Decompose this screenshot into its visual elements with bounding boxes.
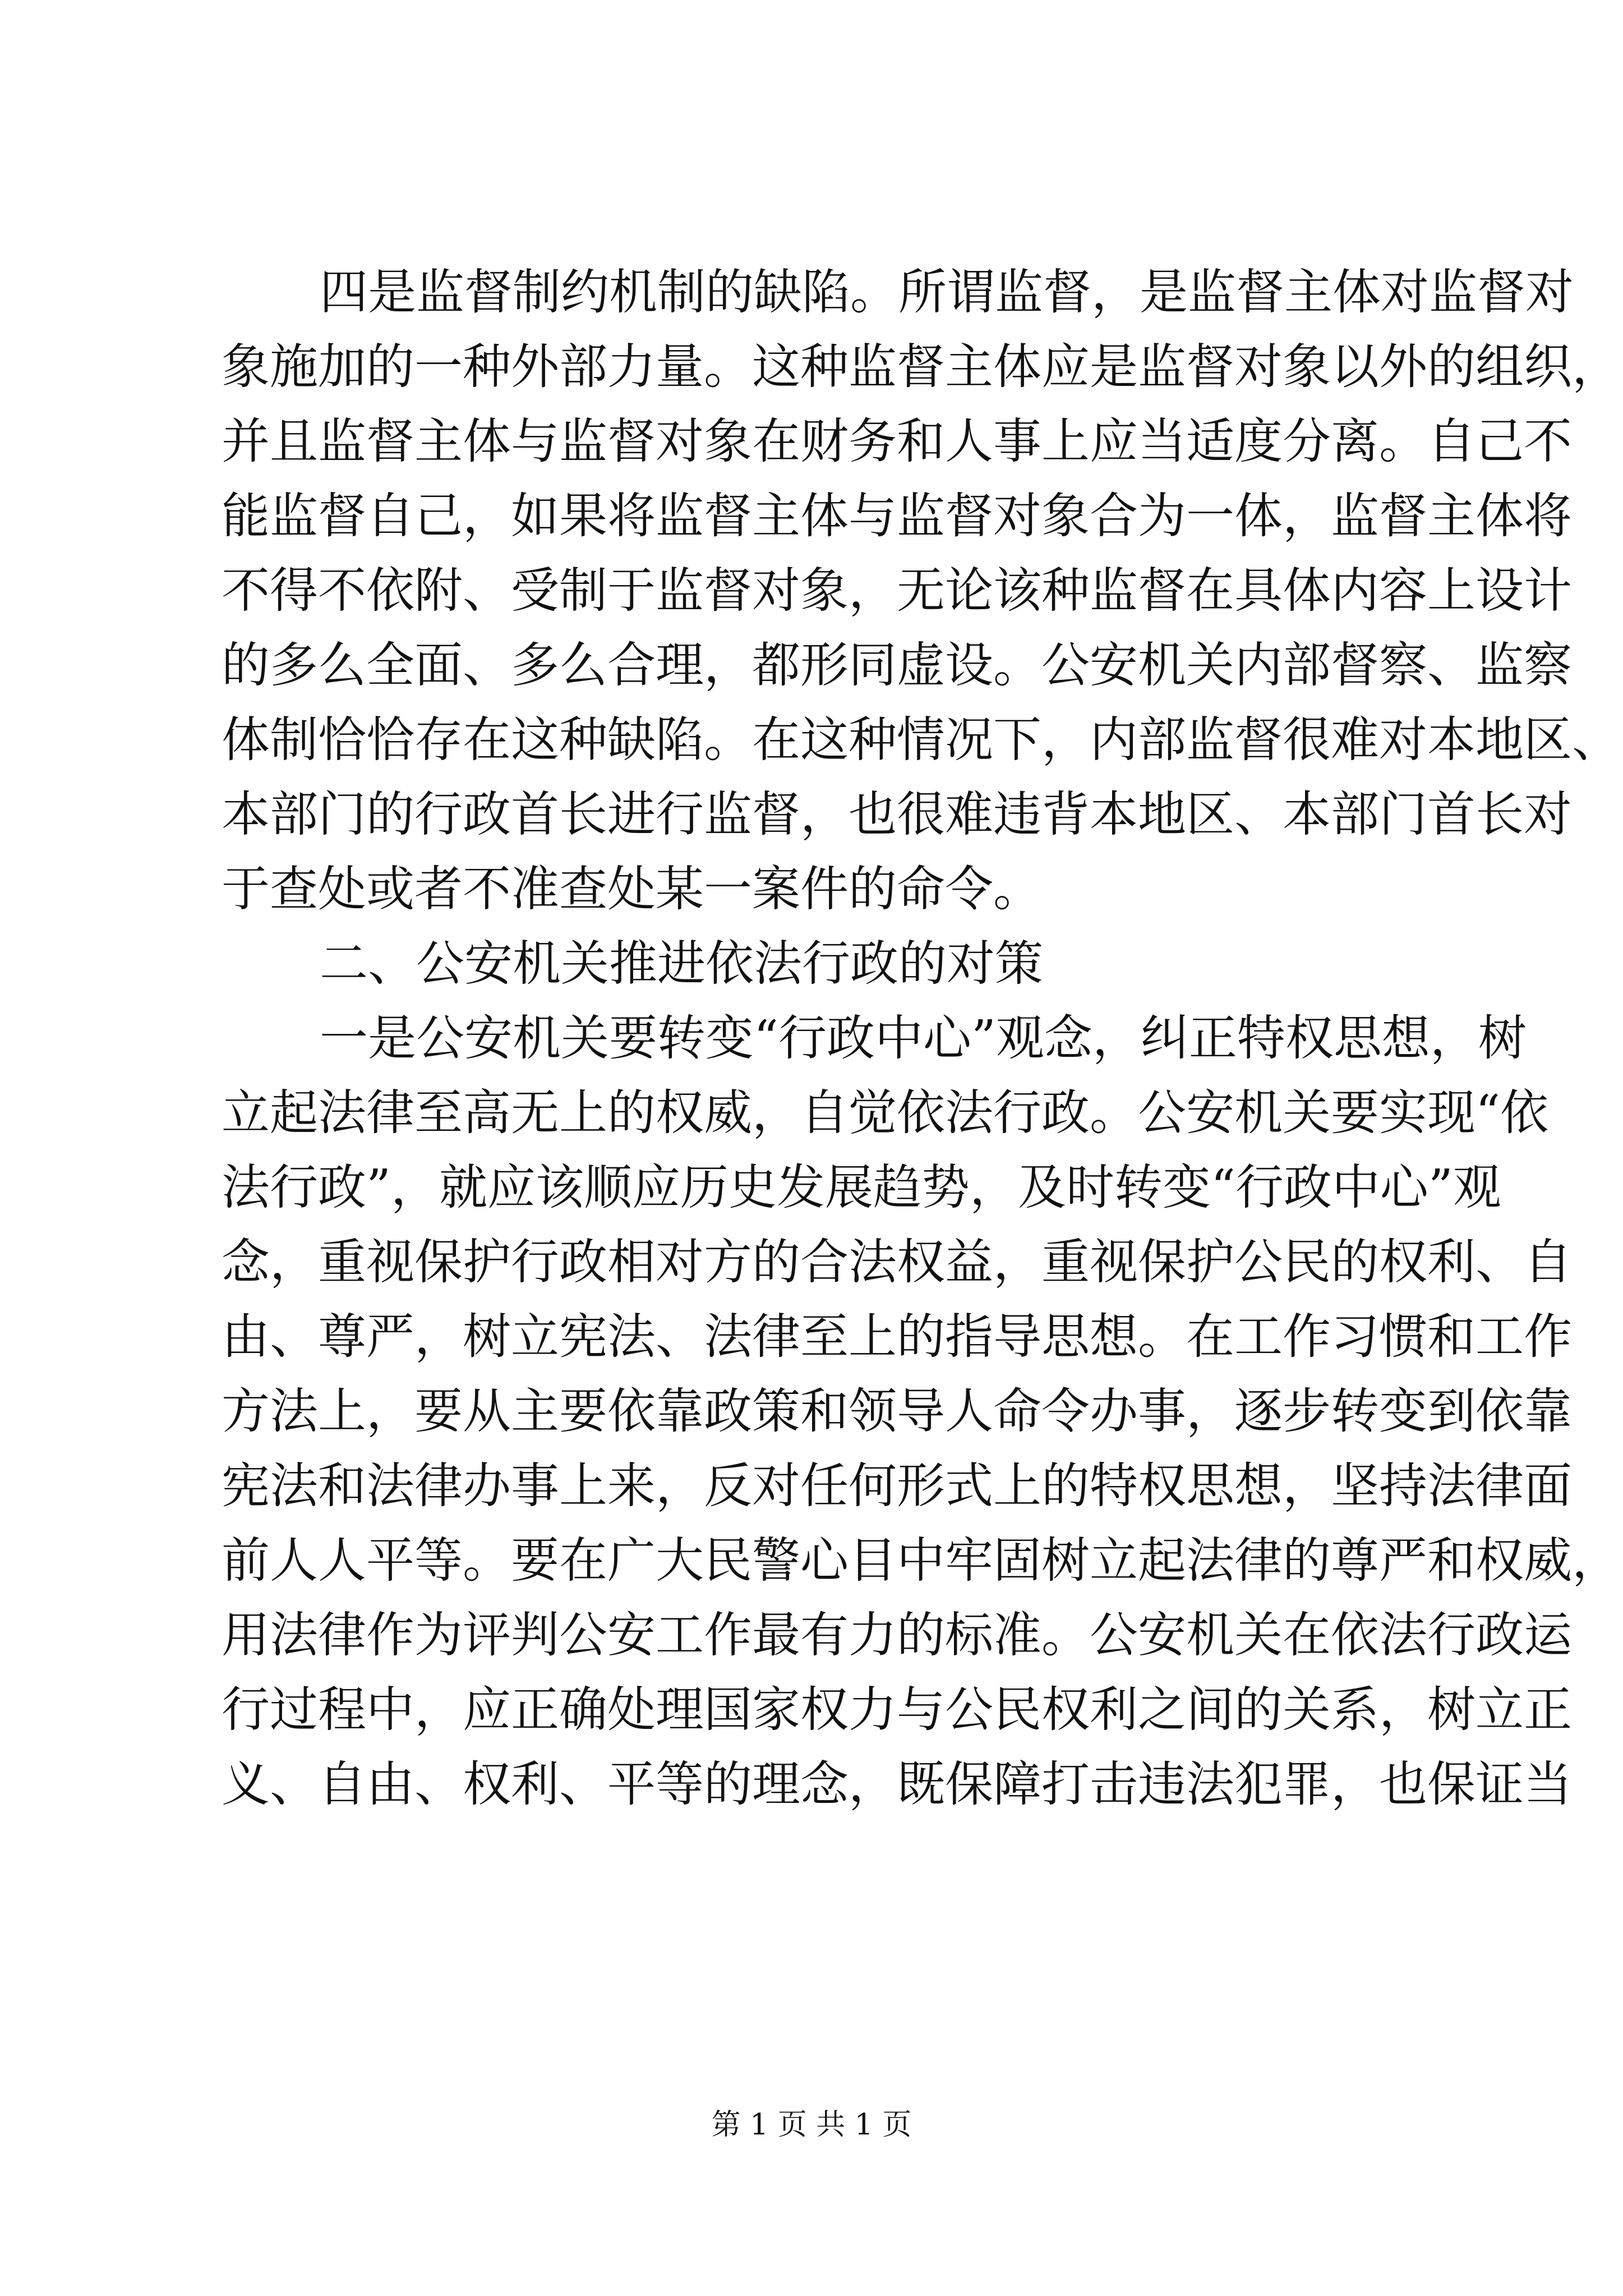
document-body (222, 255, 1620, 1822)
paragraph-line: 的多么全面、多么合理，都形同虚设。公安机关内部督察、监察 (222, 637, 1572, 693)
paragraph-line: 立起法律至高无上的权威，自觉依法行政。公安机关要实现“依 (222, 1085, 1548, 1141)
paragraph-line: 宪法和法律办事上来，反对任何形式上的特权思想，坚持法律面 (222, 1458, 1572, 1514)
paragraph-line: 本部门的行政首长进行监督，也很难违背本地区、本部门首长对 (222, 786, 1572, 843)
paragraph-line: 体制恰恰存在这种缺陷。在这种情况下，内部监督很难对本地区、 (222, 712, 1620, 768)
paragraph-line: 并且监督主体与监督对象在财务和人事上应当适度分离。自己不 (222, 413, 1572, 470)
paragraph-line: 前人人平等。要在广大民警心目中牢固树立起法律的尊严和权威， (222, 1533, 1620, 1589)
page-number-footer: 第 1 页 共 1 页 (711, 2108, 912, 2142)
paragraph-line: 不得不依附、受制于监督对象，无论该种监督在具体内容上设计 (222, 563, 1572, 619)
section-heading: 二、公安机关推进依法行政的对策 (320, 936, 1043, 992)
paragraph-line: 于查处或者不准查处某一案件的命令。 (222, 861, 1041, 917)
paragraph-line: 一是公安机关要转变“行政中心”观念，纠正特权思想，树 (320, 1010, 1527, 1066)
paragraph-line: 念，重视保护行政相对方的合法权益，重视保护公民的权利、自 (222, 1234, 1572, 1290)
paragraph-line: 方法上，要从主要依靠政策和领导人命令办事，逐步转变到依靠 (222, 1383, 1572, 1439)
paragraph-line: 义、自由、权利、平等的理念，既保障打击违法犯罪，也保证当 (222, 1756, 1572, 1812)
paragraph-line: 能监督自己，如果将监督主体与监督对象合为一体，监督主体将 (222, 488, 1572, 544)
paragraph-line: 由、尊严，树立宪法、法律至上的指导思想。在工作习惯和工作 (222, 1309, 1572, 1365)
paragraph-line: 用法律作为评判公安工作最有力的标准。公安机关在依法行政运 (222, 1607, 1572, 1663)
paragraph-line: 象施加的一种外部力量。这种监督主体应是监督对象以外的组织， (222, 339, 1620, 395)
paragraph-line: 法行政”，就应该顺应历史发展趋势，及时转变“行政中心”观 (222, 1159, 1501, 1216)
paragraph-line: 四是监督制约机制的缺陷。所谓监督，是监督主体对监督对 (320, 264, 1574, 320)
paragraph-line: 行过程中，应正确处理国家权力与公民权利之间的关系，树立正 (222, 1682, 1572, 1738)
